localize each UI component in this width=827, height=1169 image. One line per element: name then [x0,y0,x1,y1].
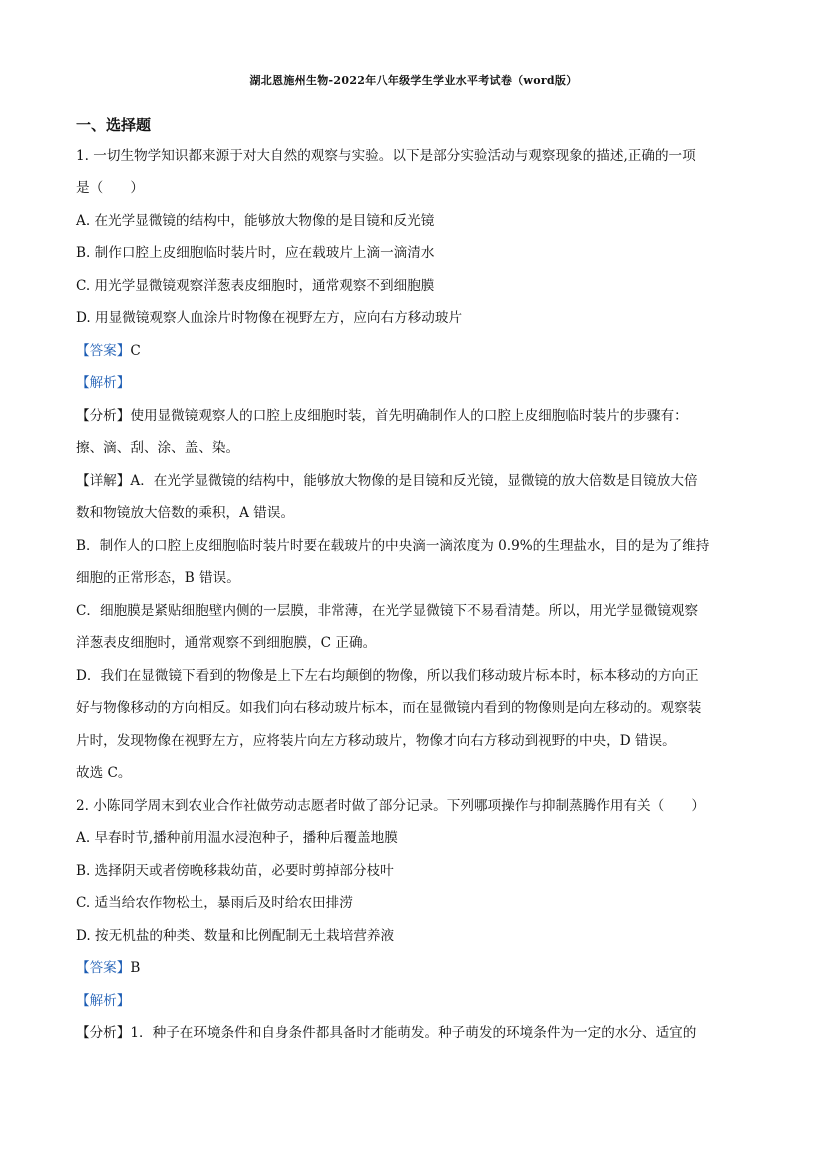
fenxi-tag: 【分析】 [76,408,131,424]
q2-stem: 2. 小陈同学周末到农业合作社做劳动志愿者时做了部分记录。下列哪项操作与抑制蒸腾作用有关（ ） [76,798,706,814]
page-title: 湖北恩施州生物-2022年八年级学生学业水平考试卷（word版） [249,74,578,87]
q1-stem-line1: 1. 一切生物学知识都来源于对大自然的观察与实验。以下是部分实验活动与观察现象的描述,正确的一项 [76,148,696,164]
q1-xiangjie-line3: B．制作人的口腔上皮细胞临时装片时要在载玻片的中央滴一滴浓度为 0.9%的生理盐水，目的是为了维持 [76,538,710,554]
fenxi-text: 1．种子在环境条件和自身条件都具备时才能萌发。种子萌发的环境条件为一定的水分、适宜的 [130,1025,697,1041]
section-heading: 一、选择题 [76,116,152,134]
q1-fenxi-line2: 擦、滴、刮、涂、盖、染。 [76,440,240,456]
q1-xiangjie-line6: 洋葱表皮细胞时，通常观察不到细胞膜，C 正确。 [76,635,377,651]
q1-stem-line2: 是（ ） [76,180,144,196]
q2-analysis-tag [76,991,130,1011]
q1-option-d: D. 用显微镜观察人血涂片时物像在视野左方，应向右方移动玻片 [76,310,463,326]
q1-option-b: B. 制作口腔上皮细胞临时装片时，应在载玻片上滴一滴清水 [76,245,435,261]
q2-option-b: B. 选择阴天或者傍晚移栽幼苗，必要时剪掉部分枝叶 [76,863,394,879]
q1-option-c: C. 用光学显微镜观察洋葱表皮细胞时，通常观察不到细胞膜 [76,278,435,294]
q1-analysis-tag [76,373,130,393]
q2-answer [76,958,140,978]
q1-xiangjie-line9: 片时，发现物像在视野左方，应将装片向左方移动玻片，物像才向右方移动到视野的中央，D 错误。 [76,733,676,749]
q1-option-a: A. 在光学显微镜的结构中，能够放大物像的是目镜和反光镜 [76,213,435,229]
q1-xiangjie-line5: C．细胞膜是紧贴细胞壁内侧的一层膜，非常薄，在光学显微镜下不易看清楚。所以，用光学显微镜观察 [76,603,699,619]
xiangjie-text: A．在光学显微镜的结构中，能够放大物像的是目镜和反光镜，显微镜的放大倍数是目镜放大倍 [130,473,698,489]
q1-fenxi-line1 [76,406,688,426]
answer-tag: 【答案】 [76,343,131,359]
answer-value: B [130,960,141,976]
q1-xiangjie-line7: D．我们在显微镜下看到的物像是上下左右均颠倒的物像，所以我们移动玻片标本时，标本移动的方向正 [76,668,699,684]
xiangjie-tag: 【详解】 [76,473,131,489]
q2-option-d: D. 按无机盐的种类、数量和比例配制无土栽培营养液 [76,928,395,944]
q1-xiangjie-line4: 细胞的正常形态，B 错误。 [76,570,240,586]
q1-answer [76,341,141,361]
analysis-tag: 【解析】 [76,375,131,391]
answer-tag: 【答案】 [76,960,131,976]
analysis-tag: 【解析】 [76,993,131,1009]
q1-xiangjie-line2: 数和物镜放大倍数的乘积，A 错误。 [76,505,295,521]
q1-xiangjie-line1 [76,471,698,491]
q2-option-c: C. 适当给农作物松土，暴雨后及时给农田排涝 [76,895,353,911]
q2-option-a: A. 早春时节,播种前用温水浸泡种子，播种后覆盖地膜 [76,830,398,846]
answer-value: C [130,343,141,359]
q1-xiangjie-line8: 好与物像移动的方向相反。如我们向右移动玻片标本，而在显微镜内看到的物像则是向左移动的。观察装 [76,700,702,716]
q1-xiangjie-line10: 故选 C。 [76,765,132,781]
q2-fenxi-line1 [76,1023,696,1043]
fenxi-text: 使用显微镜观察人的口腔上皮细胞时装，首先明确制作人的口腔上皮细胞临时装片的步骤有： [130,408,688,424]
fenxi-tag: 【分析】 [76,1025,131,1041]
